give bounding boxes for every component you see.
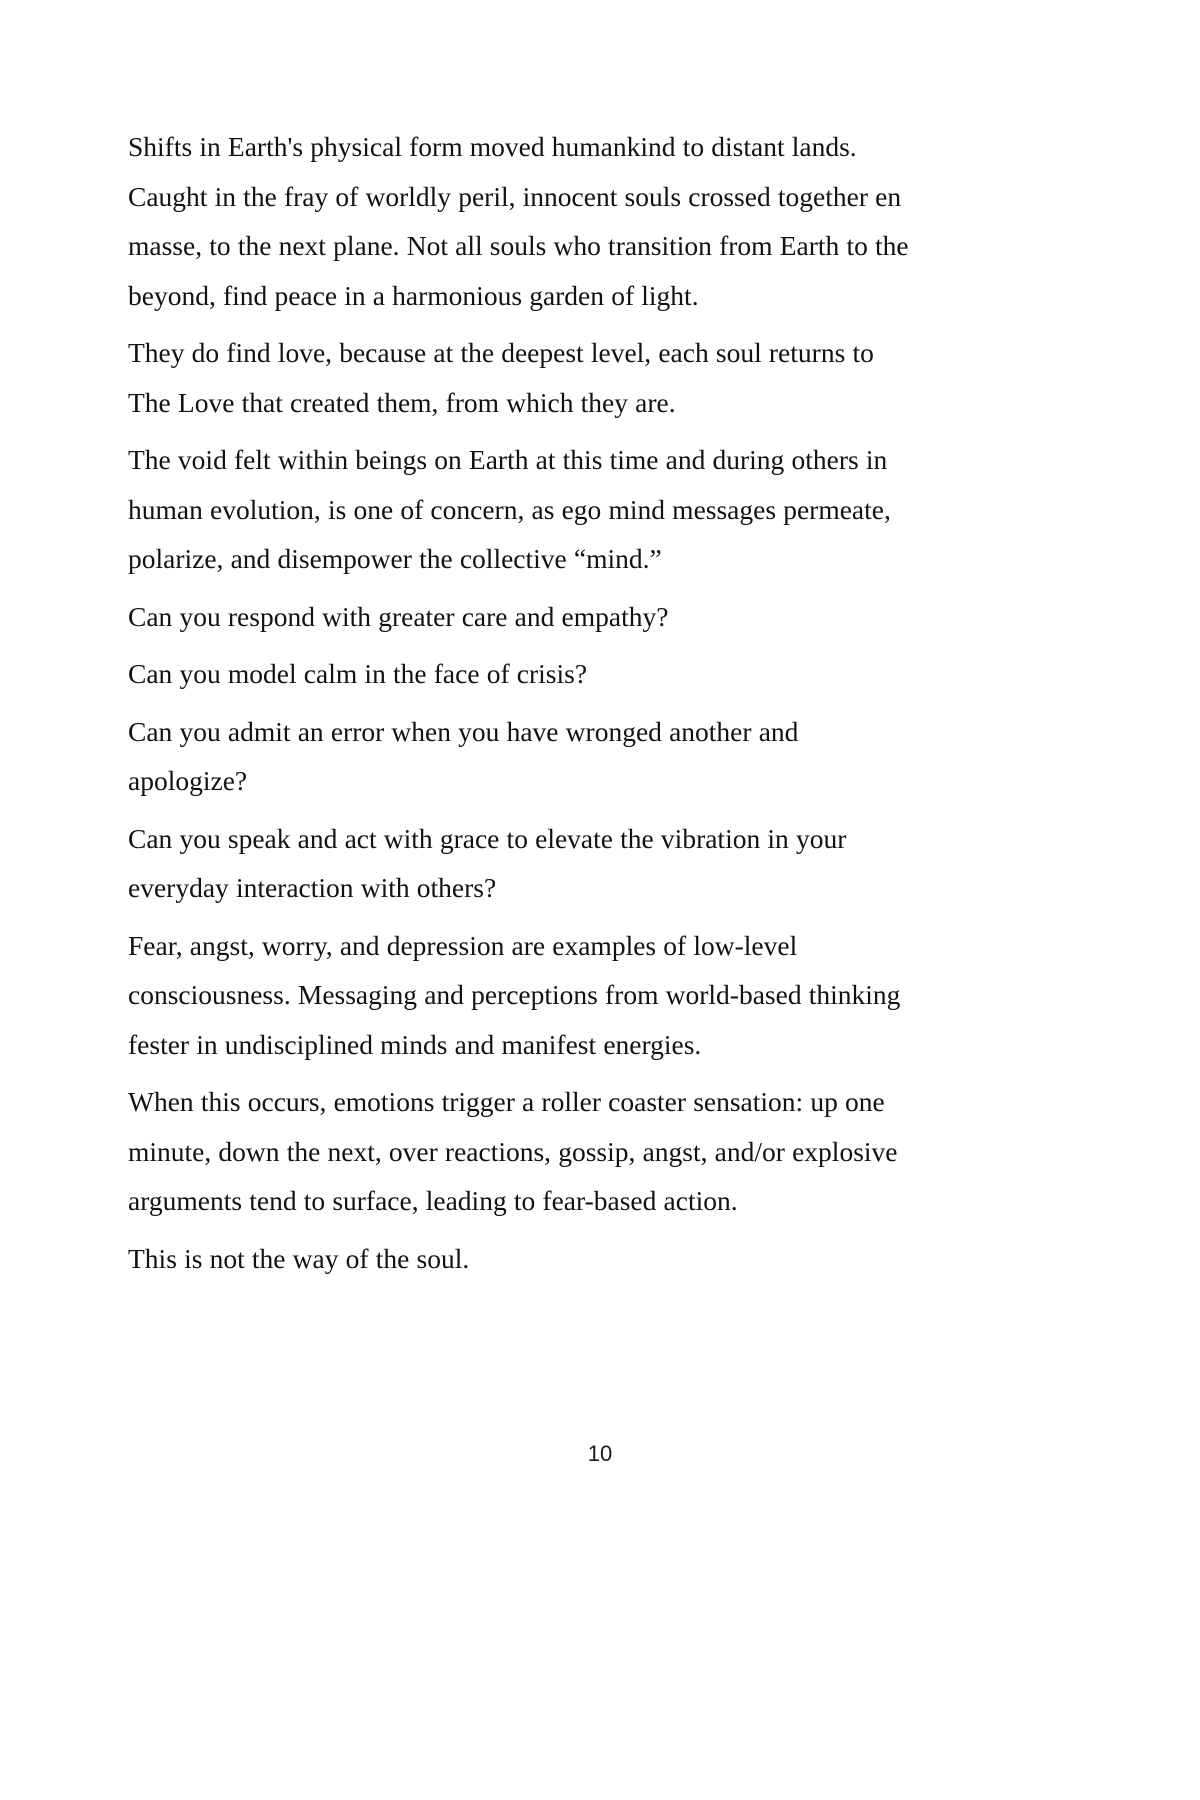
paragraph: Can you speak and act with grace to elevate the vibration in your everyday interaction with others? xyxy=(128,822,847,903)
paragraph: They do find love, because at the deepest level, each soul returns to The Love that created them, from which they are. xyxy=(128,337,874,418)
paragraph: Can you respond with greater care and empathy? xyxy=(128,600,669,632)
paragraph: Can you model calm in the face of crisis? xyxy=(128,658,588,689)
page-body-text xyxy=(128,122,914,1291)
paragraph: The void felt within beings on Earth at this time and during others in human evolution, is one of concern, as ego mind messages permeate, polarize, and disempower the collective “mind.” xyxy=(128,444,891,574)
paragraph: Can you admit an error when you have wronged another and apologize? xyxy=(128,715,799,796)
paragraph: Shifts in Earth's physical form moved humankind to distant lands. Caught in the fray of worldly peril, innocent souls crossed together en masse, to the next plane. Not all souls who transition from Earth to the beyond, find peace in a harmonious garden of light. xyxy=(128,131,909,311)
paragraph: This is not the way of the soul. xyxy=(128,1242,470,1274)
page-number: 10 xyxy=(587,1441,613,1466)
paragraph: Fear, angst, worry, and depression are examples of low-level consciousness. Messaging and perceptions from world-based thinking fester in undisciplined minds and manifest energies. xyxy=(128,929,901,1060)
paragraph: When this occurs, emotions trigger a roller coaster sensation: up one minute, down the next, over reactions, gossip, angst, and/or explosive arguments tend to surface, leading to fear-based action. xyxy=(128,1086,898,1216)
